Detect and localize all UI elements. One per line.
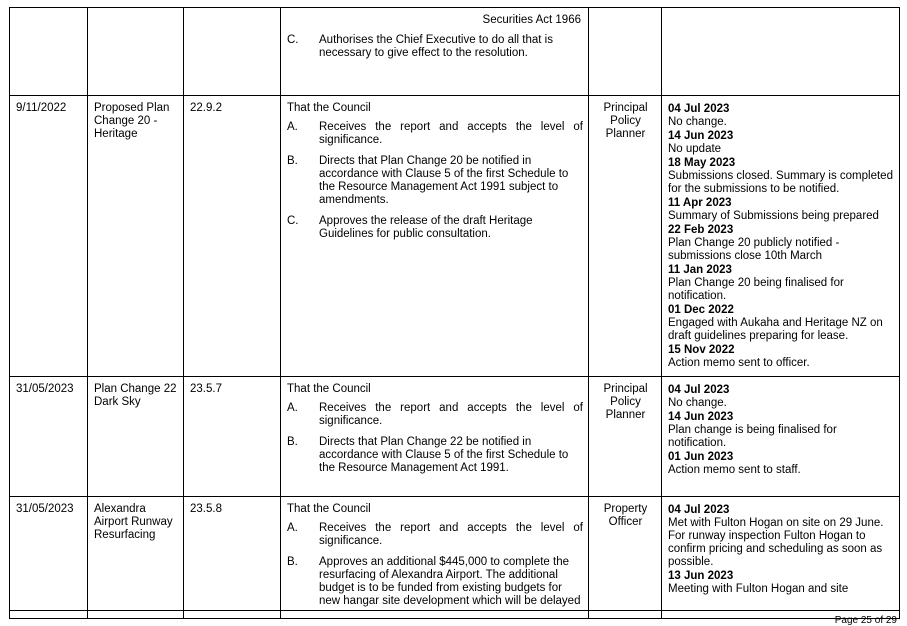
- item-reference-cell: 22.9.2: [184, 96, 281, 377]
- update-date: 11 Jan 2023: [668, 264, 732, 276]
- resolution-clause: [287, 121, 583, 147]
- resolution-intro: That the Council: [287, 383, 371, 395]
- clause-letter: C.: [287, 34, 299, 46]
- update-text: Submissions closed. Summary is completed for the submissions to be notified.: [668, 170, 893, 195]
- update-text: Met with Fulton Hogan on site on 29 June. For runway inspection Fulton Hogan to confirm pricing and scheduling as soon as possible.: [668, 517, 884, 568]
- update-text: No change.: [668, 116, 727, 128]
- item-reference-cell: 23.5.7: [184, 377, 281, 497]
- resolution-clause: [287, 34, 583, 60]
- update-date: 13 Jun 2023: [668, 570, 734, 582]
- item-title-cell: [88, 8, 184, 96]
- clause-text: Receives the report and accepts the level of significance.: [319, 522, 583, 547]
- update-date: 14 Jun 2023: [668, 411, 734, 423]
- clause-letter: A.: [287, 402, 298, 414]
- item-reference-cell: [184, 8, 281, 96]
- update-text: No change.: [668, 397, 727, 409]
- resolution-intro: That the Council: [287, 102, 371, 114]
- clause-text: Directs that Plan Change 22 be notified in accordance with Clause 5 of the first Schedule to the Resource Management Act 1991.: [319, 436, 569, 474]
- clause-text: Approves the release of the draft Heritage Guidelines for public consultation.: [319, 215, 533, 240]
- update-date: 01 Dec 2022: [668, 304, 734, 316]
- table-row: [10, 8, 900, 96]
- item-title-cell: Alexandra Airport Runway Resurfacing: [88, 497, 184, 619]
- status-updates-cell: [662, 497, 900, 619]
- responsible-officer-cell: [589, 8, 662, 96]
- responsible-officer-cell: Principal Policy Planner: [589, 96, 662, 377]
- resolution-clause: [287, 215, 583, 241]
- table-row: [10, 377, 900, 497]
- clause-text: Directs that Plan Change 20 be notified in accordance with Clause 5 of the first Schedule to the Resource Management Act 1991 subject to amendments.: [319, 155, 569, 206]
- update-date: 14 Jun 2023: [668, 130, 734, 142]
- item-reference-cell: 23.5.8: [184, 497, 281, 619]
- update-text: Plan Change 20 publicly notified - submissions close 10th March: [668, 237, 840, 262]
- update-date: 04 Jul 2023: [668, 384, 730, 396]
- table-row: [10, 96, 900, 377]
- meeting-date-cell: [10, 8, 88, 96]
- item-title-cell: Proposed Plan Change 20 - Heritage: [88, 96, 184, 377]
- item-title-cell: Plan Change 22 Dark Sky: [88, 377, 184, 497]
- update-date: 11 Apr 2023: [668, 197, 732, 209]
- meeting-date-cell: 31/05/2023: [10, 377, 88, 497]
- clause-letter: A.: [287, 522, 298, 534]
- status-updates-cell: [662, 96, 900, 377]
- resolution-clause: [287, 522, 583, 548]
- clause-text: Authorises the Chief Executive to do all that is necessary to give effect to the resolution.: [319, 34, 553, 59]
- resolution-intro: That the Council: [287, 503, 371, 515]
- resolution-cell: [281, 96, 589, 377]
- resolution-cell: [281, 377, 589, 497]
- update-text: Action memo sent to staff.: [668, 464, 801, 476]
- update-date: 04 Jul 2023: [668, 504, 730, 516]
- resolution-clause: [287, 402, 583, 428]
- clause-text: Receives the report and accepts the level of significance.: [319, 121, 583, 146]
- update-text: Action memo sent to officer.: [668, 357, 810, 369]
- update-text: Meeting with Fulton Hogan and site: [668, 583, 849, 595]
- update-text: Plan Change 20 being finalised for notification.: [668, 277, 844, 302]
- responsible-officer-cell: Property Officer: [589, 497, 662, 619]
- meeting-date-cell: 31/05/2023: [10, 497, 88, 619]
- clause-letter: B.: [287, 155, 298, 167]
- clause-letter: B.: [287, 556, 298, 568]
- clause-letter: C.: [287, 215, 299, 227]
- clause-text: Receives the report and accepts the level of significance.: [319, 402, 583, 427]
- resolution-cell: [281, 497, 589, 619]
- resolution-cell: [281, 8, 589, 96]
- meeting-date-cell: 9/11/2022: [10, 96, 88, 377]
- resolution-clause: [287, 436, 583, 475]
- clause-letter: A.: [287, 121, 298, 133]
- clause-letter: B.: [287, 436, 298, 448]
- update-date: 18 May 2023: [668, 157, 736, 169]
- footer-divider: [9, 610, 899, 611]
- update-date: 15 Nov 2022: [668, 344, 735, 356]
- resolution-clause: [287, 155, 583, 207]
- council-actions-table: [9, 7, 900, 619]
- update-text: Plan change is being finalised for notification.: [668, 424, 837, 449]
- update-date: 01 Jun 2023: [668, 451, 734, 463]
- resolution-clause: [287, 556, 583, 608]
- update-date: 22 Feb 2023: [668, 224, 734, 236]
- update-date: 04 Jul 2023: [668, 103, 730, 115]
- update-text: Summary of Submissions being prepared: [668, 210, 879, 222]
- status-updates-cell: [662, 377, 900, 497]
- responsible-officer-cell: Principal Policy Planner: [589, 377, 662, 497]
- update-text: Engaged with Aukaha and Heritage NZ on draft guidelines preparing for lease.: [668, 317, 883, 342]
- table-row: [10, 497, 900, 619]
- clause-text: Approves an additional $445,000 to complete the resurfacing of Alexandra Airport. The additional budget is to be funded from existing budgets for new hangar site development which will be delayed: [319, 556, 581, 607]
- status-updates-cell: [662, 8, 900, 96]
- page-number: Page 25 of 29: [834, 615, 897, 626]
- resolution-continuation: Securities Act 1966: [482, 14, 581, 26]
- update-text: No update: [668, 143, 722, 155]
